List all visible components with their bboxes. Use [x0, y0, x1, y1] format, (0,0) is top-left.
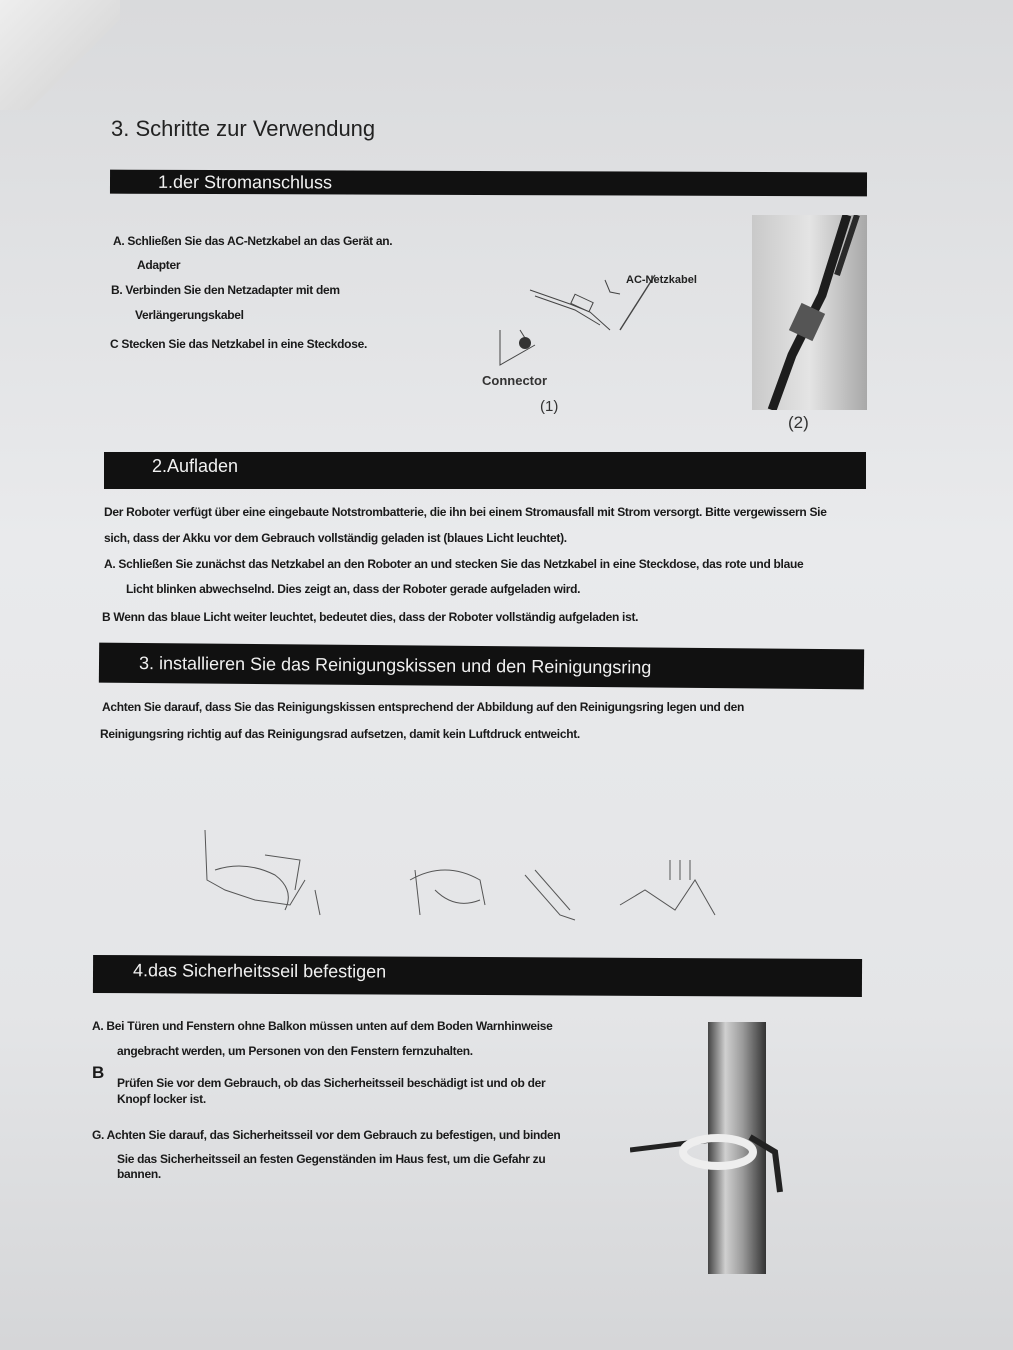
section-heading-charging-label: 2.Aufladen [152, 456, 239, 476]
safety-step-g-end: bannen. [117, 1167, 161, 1181]
charging-para-line-1: Der Roboter verfügt über eine eingebaute Notstrombatterie, die ihn bei einem Stromausfall mit Strom versorgt. Bitte vergewissern Sie [104, 505, 827, 519]
section-heading-safety-rope: 4.das Sicherheitsseil befestigen [93, 955, 862, 997]
safety-step-g: G. Achten Sie darauf, das Sicherheitsseil vor dem Gebrauch zu befestigen, und binden [92, 1128, 561, 1142]
section-heading-cleaning-pad: 3. installieren Sie das Reinigungskissen und den Reinigungsring [99, 643, 864, 690]
rope-knot-photo [630, 1022, 790, 1274]
charging-para-line-2: sich, dass der Akku vor dem Gebrauch vollständig geladen ist (blaues Licht leuchtet). [104, 531, 567, 545]
safety-step-g-cont: Sie das Sicherheitsseil an festen Gegenständen im Haus fest, um die Gefahr zu [117, 1152, 546, 1166]
power-step-a: A. Schließen Sie das AC-Netzkabel an das Gerät an. [113, 234, 393, 248]
adapter-diagram [480, 270, 710, 400]
charging-step-a: A. Schließen Sie zunächst das Netzkabel an den Roboter an und stecken Sie das Netzkabel in eine Steckdose, das rote und blaue [104, 557, 804, 571]
charging-step-a-cont: Licht blinken abwechselnd. Dies zeigt an, dass der Roboter gerade aufgeladen wird. [126, 582, 581, 596]
power-step-b-cont: Verlängerungskabel [135, 308, 244, 322]
figure-caption-2: (2) [788, 413, 809, 432]
cleaning-pad-line-1: Achten Sie darauf, dass Sie das Reinigungskissen entsprechend der Abbildung auf den Reinigungsring legen und den [102, 700, 745, 714]
safety-step-a-cont: angebracht werden, um Personen von den Fenstern fernzuhalten. [117, 1044, 473, 1058]
power-step-b: B. Verbinden Sie den Netzadapter mit dem [111, 283, 340, 297]
section-heading-power: 1.der Stromanschluss [110, 170, 867, 197]
connector-label: Connector [482, 373, 547, 388]
safety-step-a: A. Bei Türen und Fenstern ohne Balkon müssen unten auf dem Boden Warnhinweise [92, 1019, 553, 1033]
page-title: 3. Schritte zur Verwendung [111, 116, 376, 141]
power-step-a-cont: Adapter [137, 258, 181, 272]
ac-cable-label: AC-Netzkabel [626, 274, 697, 286]
figure-caption-1: (1) [540, 398, 559, 415]
power-step-c: C Stecken Sie das Netzkabel in eine Steckdose. [110, 337, 367, 351]
safety-step-b: Prüfen Sie vor dem Gebrauch, ob das Sicherheitsseil beschädigt ist und ob der [117, 1076, 546, 1090]
paper-corner [0, 0, 120, 110]
safety-step-b-letter: B [92, 1063, 104, 1082]
cable-photo [752, 215, 867, 410]
cleaning-pad-sketches [195, 820, 735, 930]
section-heading-charging [104, 452, 866, 489]
safety-step-b-cont: Knopf locker ist. [117, 1092, 206, 1106]
charging-step-b: B Wenn das blaue Licht weiter leuchtet, bedeutet dies, dass der Roboter vollständig aufgeladen ist. [102, 610, 639, 624]
cleaning-pad-line-2: Reinigungsring richtig auf das Reinigungsrad aufsetzen, damit kein Luftdruck entweicht. [100, 727, 580, 741]
